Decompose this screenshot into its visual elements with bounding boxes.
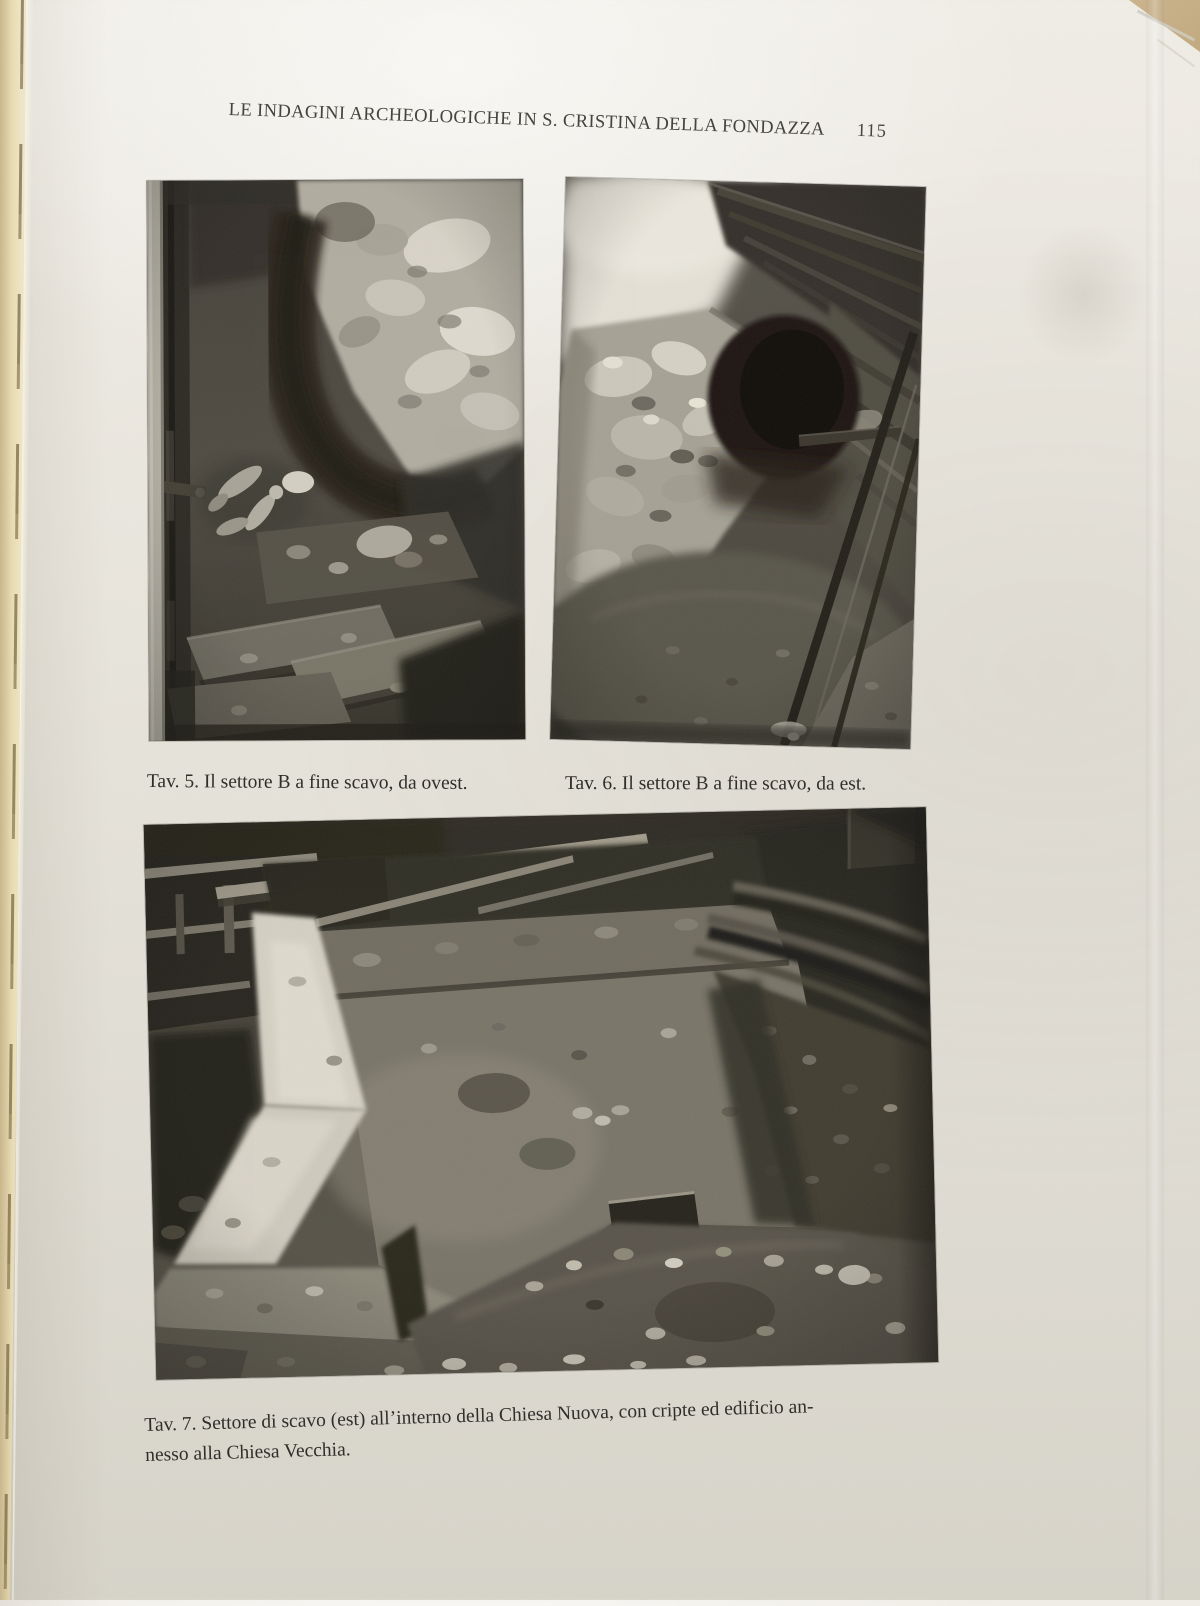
plate-tav6-photo: [550, 177, 926, 749]
header-title: LE INDAGINI ARCHEOLOGICHE IN S. CRISTINA DELLA FONDAZZA: [228, 100, 826, 140]
plate-tav5-caption: Tav. 5. Il settore B a fine scavo, da ovest.: [146, 770, 468, 794]
plate-tav6-caption: Tav. 6. Il settore B a fine scavo, da est.: [564, 772, 867, 795]
excavation-photo-tav5: [147, 179, 525, 741]
page-right-crease: [1146, 0, 1164, 1600]
plate-tav7-caption-line2: nesso alla Chiesa Vecchia.: [144, 1438, 351, 1466]
excavation-photo-tav6: [550, 177, 926, 749]
plate-tav7-caption-line1: Tav. 7. Settore di scavo (est) all’interno della Chiesa Nuova, con cripte ed edificio an-: [144, 1395, 814, 1436]
plate-tav7-caption: [144, 1387, 975, 1470]
page-shadow-smudge: [1018, 224, 1148, 364]
plate-tav7-photo: [144, 807, 938, 1380]
excavation-photo-tav7: [144, 807, 938, 1380]
page-number: 115: [856, 120, 888, 142]
running-header: [228, 100, 887, 143]
plate-tav5-photo: [147, 179, 525, 741]
